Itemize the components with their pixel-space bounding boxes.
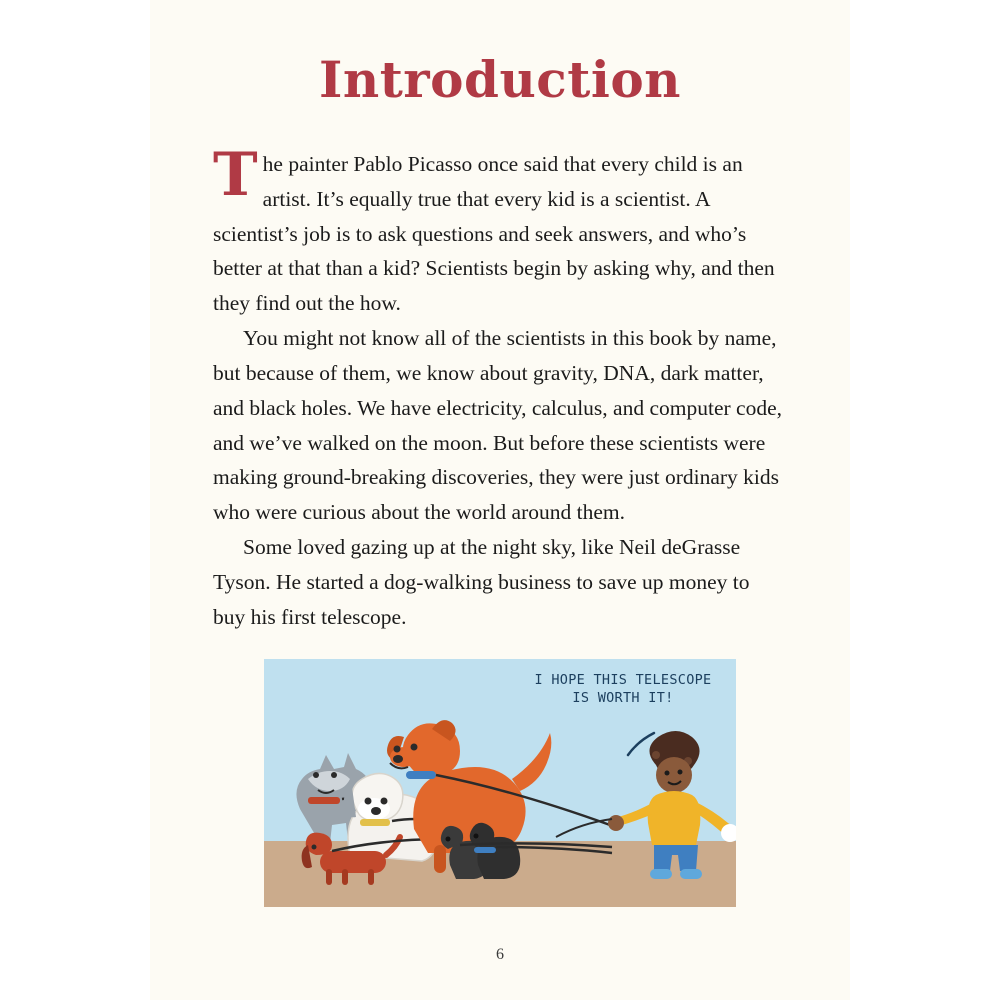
page-body: [150, 140, 850, 635]
drop-cap: T: [213, 140, 258, 210]
illustration-dog-walking: [264, 659, 736, 907]
paragraph-1-text: he painter Pablo Picasso once said that every child is an artist. It’s equally true that every kid is a scientist. A scientist’s job is to ask questions and seek answers, and who’s better at that than a kid? Scientists begin by asking why, and then they find out the how.: [213, 152, 775, 316]
page-title: Introduction: [318, 50, 682, 109]
paragraph-2: You might not know all of the scientists in this book by name, but because of them, we know about gravity, DNA, dark matter, and black holes. We have electricity, calculus, and computer code, and we’ve walked on the moon. But before these scientists were making ground-breaking discoveries, they were just ordinary kids who were curious about the world around them.: [213, 326, 782, 525]
paragraph-3: Some loved gazing up at the night sky, like Neil deGrasse Tyson. He started a dog-walking business to save up money to buy his first telescope.: [213, 535, 750, 629]
speech-line-2: IS WORTH IT!: [572, 689, 674, 706]
speech-bubble-tail: [620, 731, 656, 757]
speech-bubble-text: [518, 671, 728, 707]
paragraph-1: [213, 140, 787, 321]
book-page: [150, 0, 850, 1000]
page-number: 6: [496, 946, 504, 963]
speech-line-1: I HOPE THIS TELESCOPE: [534, 671, 712, 688]
